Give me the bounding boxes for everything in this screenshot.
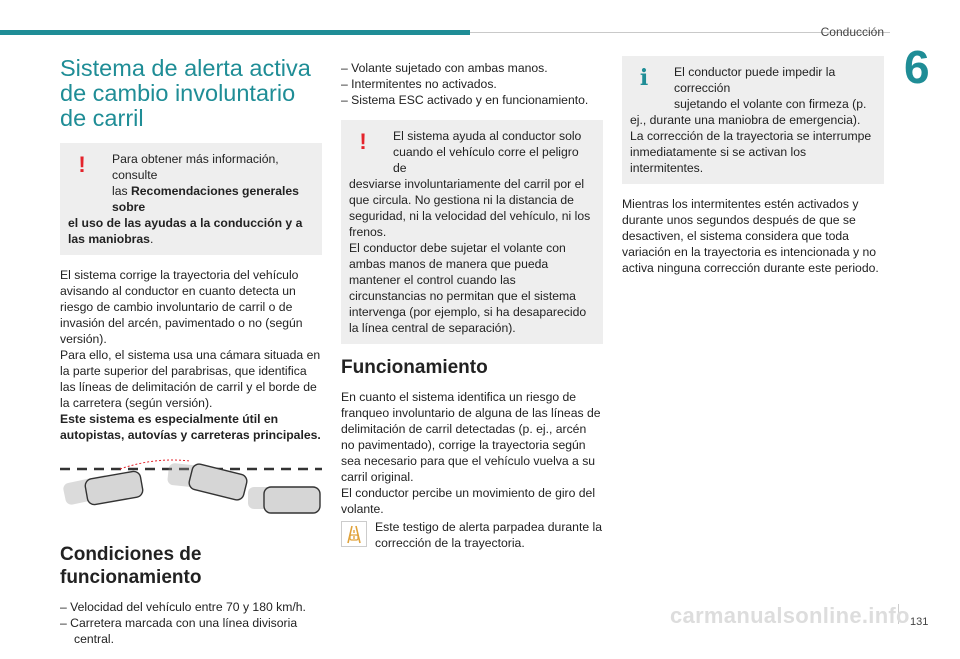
page-number: 131 [910, 616, 929, 628]
list-item: – Sistema ESC activado y en funcionamiento. [341, 93, 589, 107]
body-paragraph: En cuanto el sistema identifica un riesgo de franqueo involuntario de alguna de las líneas de delimitación de carril detectadas (p. ej., arcén no pavimentado), corrige la trayectoria según sea necesario para que el vehículo vuelva a su carril original. [341, 390, 601, 484]
section-title: Sistema de alerta activa de cambio involuntario de carril [60, 55, 311, 131]
note-line: Para obtener más información, consulte [112, 152, 279, 182]
warning-exclamation-icon: ! [359, 129, 367, 154]
note-line: las [112, 184, 131, 198]
note-text: desviarse involuntariamente del carril por el que circula. No gestiona ni la distancia de seguridad, ni la velocidad del vehículo, ni los frenos. [349, 177, 591, 239]
column-2 [341, 60, 603, 551]
note-line: El conductor puede impedir la corrección [674, 65, 836, 95]
lane-keep-illustration-svg [60, 457, 322, 525]
column-3 [622, 56, 884, 276]
body-paragraph: El conductor percibe un movimiento de giro del volante. [341, 486, 596, 516]
chapter-title: Conducción [820, 25, 884, 39]
info-icon: i [639, 65, 649, 91]
list-item: – Velocidad del vehículo entre 70 y 180 km/h. [60, 600, 306, 614]
lane-warning-lamp-icon [341, 521, 367, 547]
lane-keep-illustration [60, 457, 322, 525]
list-item: – Carretera marcada con una línea divisoria central. [60, 616, 298, 646]
note-text: La corrección de la trayectoria se interrumpe inmediatamente si se activan los intermitentes. [630, 129, 872, 175]
note-text: . [149, 232, 154, 246]
warning-lamp-row [341, 519, 603, 551]
column-1 [60, 56, 322, 659]
conditions-list-continued [341, 60, 603, 108]
note-line: El sistema ayuda al conductor solo [393, 129, 582, 143]
chapter-number: 6 [904, 41, 930, 93]
note-bold: Recomendaciones generales sobre [112, 184, 299, 214]
reference-note [60, 143, 322, 255]
body-paragraph: Para ello, el sistema usa una cámara situada en la parte superior del parabrisas, que identifica las líneas de delimitación de carril y el borde de la carretera (según versión). [60, 348, 321, 410]
note-line: sujetando el volante con firmeza (p. [674, 97, 867, 111]
lamp-description: Este testigo de alerta parpadea durante la corrección de la trayectoria. [375, 520, 602, 550]
note-line: cuando el vehículo corre el peligro de [393, 145, 579, 175]
header-accent-bar [0, 30, 470, 35]
body-paragraph: El sistema corrige la trayectoria del vehículo avisando al conductor en cuanto detecta un riesgo de cambio involuntario de carril o de invasión del arcén, pavimentado o no (según versión). [60, 268, 303, 346]
body-bold-paragraph: Este sistema es especialmente útil en autopistas, autovías y carreteras principales. [60, 412, 321, 442]
body-paragraph: Mientras los intermitentes estén activados y durante unos segundos después de que se desactiven, el sistema considera que toda variación en la trayectoria es intencionada y no activa ninguna corrección durante este periodo. [622, 197, 879, 275]
list-item: – Intermitentes no activados. [341, 77, 497, 91]
info-note [622, 56, 884, 184]
watermark: carmanualsonline.info [670, 603, 910, 628]
note-bold: las maniobras [68, 232, 150, 246]
operation-heading: Funcionamiento [341, 357, 488, 378]
note-text: El conductor debe sujetar el volante con ambas manos de manera que pueda mantener el control cuando las circunstancias no permitan que el sistema intervenga (por ejemplo, si ha desaparecido la línea central de separación). [349, 241, 587, 335]
warning-note [341, 120, 603, 344]
note-text: ej., durante una maniobra de emergencia). [630, 113, 861, 127]
list-item: – Volante sujetado con ambas manos. [341, 61, 548, 75]
note-bold: el uso de las ayudas a la conducción y a [68, 216, 303, 230]
warning-exclamation-icon: ! [78, 152, 86, 177]
conditions-heading: Condiciones de funcionamiento [60, 544, 202, 588]
